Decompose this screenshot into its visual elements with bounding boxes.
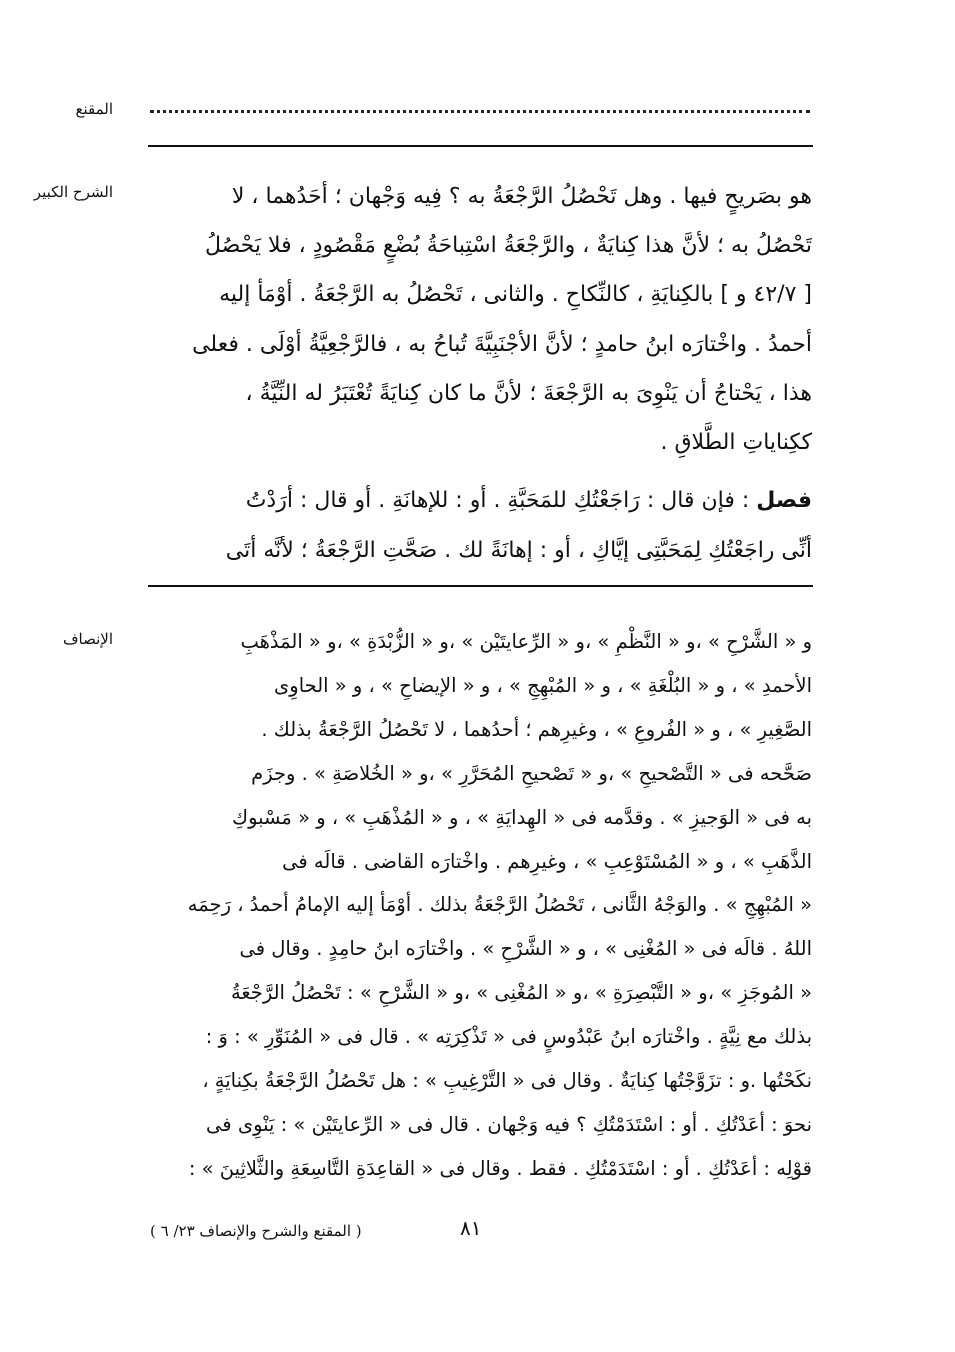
fasl-line-text: : فإن قال : رَاجَعْتُكِ للمَحَبَّةِ . أو : للإهانَةِ . أو قال : أرَدْتُ	[245, 488, 757, 513]
fasl-line: أنِّى راجَعْتُكِ لِمَحَبَّتِى إيَّاكِ ، أو : إهانَةً لك . صَحَّتِ الرَّجْعَةُ ؛ لأنَّه أتَى	[225, 537, 812, 563]
text-line: « المُوجَزِ » ،و « التَّبْصِرَةِ » ،و « المُغْنِى » ،و « الشَّرْحِ » : تَحْصُلُ الرَّجْعَةُ	[230, 981, 812, 1005]
text-line: قوْلِه : أعَدْتُكِ . أو : اسْتَدَمْتُكِ . فقط . وقال فى « القاعِدَةِ التَّاسِعَةِ والثَّلاثِينَ » :	[188, 1156, 812, 1180]
text-line: به فى « الوَجيزِ » . وقدَّمه فى « الهِدايَةِ » ، و « المُذْهَبِ » ، و « مَسْبوكِ	[232, 805, 812, 829]
text-line: الأحمدِ » ، و « البُلْغَةِ » ، و « المُبْهِجِ » ، و « الإيضاحِ » ، و « الحاوِى	[274, 673, 812, 697]
text-line: صَحَّحه فى « التَّصْحيحِ » ،و « تَصْحيحِ المُحَرَّرِ » ،و « الخُلاصَةِ » . وجزَم	[251, 761, 812, 785]
fasl-heading: فصل	[756, 488, 812, 513]
fasl-section	[142, 476, 812, 575]
section-label-insaf: الإنصاف	[62, 630, 113, 648]
text-line: اللهُ . قالَه فى « المُغْنِى » ، و « الشَّرْحِ » . واخْتارَه ابنُ حامِدٍ . وقال فى	[239, 937, 812, 961]
section-label-sharh: الشرح الكبير	[33, 183, 113, 201]
text-line: نكَحْتُها .و : تزَوَّجْتُها كِنايَةٌ . وقال فى « التَّرْغِيبِ » : هل تَحْصُلُ الرَّجْعَةُ بكِنايَةٍ ،	[202, 1069, 812, 1093]
text-line: « المُبْهِجِ » . والوَجْهُ الثَّانى ، تَحْصُلُ الرَّجْعَةُ بذلك . أوْمَأ إليه الإمامُ أحمدُ ، رَحِمَه	[187, 893, 812, 917]
text-line: بذلك مع نِيَّةٍ . واخْتارَه ابنُ عَبْدُوسٍ فى « تَذْكِرَتِه » . قال فى « المُنَوِّرِ » : وَ :	[205, 1025, 812, 1049]
middle-rule	[148, 585, 813, 587]
insaf-text	[142, 620, 812, 1191]
text-line: هو بصَريحٍ فيها . وهل تَحْصُلُ الرَّجْعَةُ به ؟ فِيه وَجْهان ؛ أحَدُهما ، لا	[231, 184, 812, 209]
page-number: ٨١	[460, 1216, 482, 1240]
text-line: الصَّغِيرِ » ، و « الفُروعِ » ، وغيرِهم ؛ أحدُهما ، لا تَحْصُلُ الرَّجْعَةُ بذلك .	[261, 717, 812, 741]
text-line: [ ٤٢/٧ و ] بالكِنايَةِ ، كالنِّكاحِ . والثانى ، تَحْصُلُ به الرَّجْعَةُ . أوْمَأ إليه	[219, 282, 812, 308]
text-line: ككِناياتِ الطَّلاقِ .	[660, 430, 812, 456]
top-rule	[148, 145, 813, 147]
text-line: هذا ، يَحْتاجُ أن يَنْوِىَ به الرَّجْعَةَ ؛ لأنَّ ما كان كِنايَةً تُعْتَبَرُ له النِّيَّةُ ،	[245, 380, 812, 406]
book-title-header: المقنع	[75, 100, 113, 118]
footer-reference: ( المقنع والشرح والإنصاف ٢٣/ ٦ )	[150, 1222, 362, 1240]
text-line: و « الشَّرْحِ » ،و « النَّظْمِ » ،و « الرِّعايتَيْن » ،و « الزُّبْدَةِ » ،و « المَذْهَبِ	[240, 630, 812, 653]
sharh-text	[142, 172, 812, 467]
text-line: الذَّهَبِ » ، و « المُسْتَوْعِبِ » ، وغيرِهم . واخْتارَه القاضى . قالَه فى	[282, 849, 812, 873]
dotted-separator	[150, 110, 810, 113]
fasl-line	[142, 476, 812, 526]
text-line: أحمدُ . واخْتارَه ابنُ حامدٍ ؛ لأنَّ الأجْنَبِيَّةَ تُباحُ به ، فالرَّجْعِيَّةُ أوْلَى . فعلى	[192, 331, 812, 357]
text-line: نحوَ : أعَدْتُكِ . أو : اسْتَدَمْتُكِ ؟ فيه وَجْهان . قال فى « الرِّعايتَيْن » : يَنْوِى فى	[206, 1112, 812, 1136]
text-line: تَحْصُلُ به ؛ لأنَّ هذا كِنايَةٌ ، والرَّجْعَةُ اسْتِباحَةُ بُضْعٍ مَقْصُودٍ ، فلا يَحْصُلُ	[204, 233, 812, 259]
